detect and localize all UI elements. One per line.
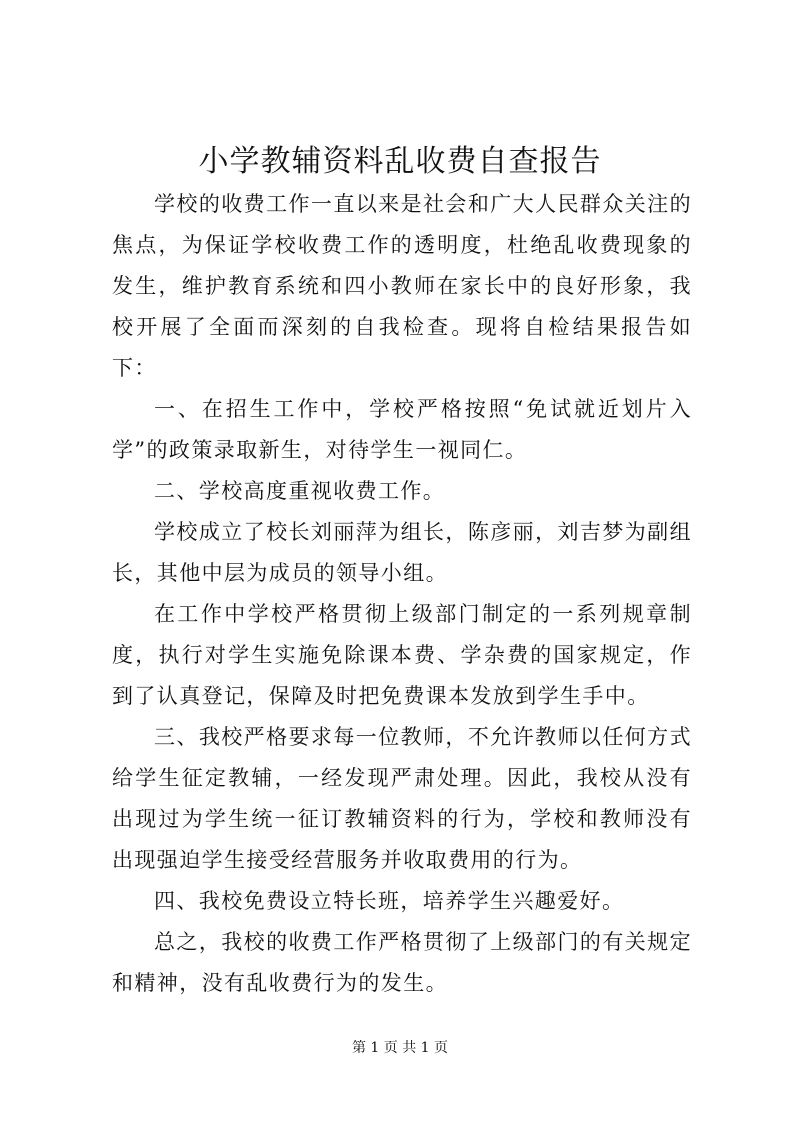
- page-footer: 第 1 页 共 1 页: [351, 1040, 449, 1056]
- paragraph-conclusion: 总之，我校的收费工作严格贯彻了上级部门的有关规定和精神，没有乱收费行为的发生。: [112, 930, 692, 995]
- paragraph-regulations: 在工作中学校严格贯彻上级部门制定的一系列规章制度，执行对学生实施免除课本费、学杂费的国家规定，作到了认真登记，保障及时把免费课本发放到学生手中。: [112, 602, 692, 708]
- paragraph-teacher-requirements: 三、我校严格要求每一位教师，不允许教师以任何方式给学生征定教辅，一经发现严肃处理。因此，我校从没有出现过为学生统一征订教辅资料的行为，学校和教师没有出现强迫学生接受经营服务并收取费用的行为。: [112, 725, 692, 872]
- document-body: [112, 184, 692, 1004]
- paragraph-leadership-group: 学校成立了校长刘丽萍为组长，陈彦丽，刘吉梦为副组长，其他中层为成员的领导小组。: [112, 520, 692, 585]
- paragraph-intro: 学校的收费工作一直以来是社会和广大人民群众关注的焦点，为保证学校收费工作的透明度，杜绝乱收费现象的发生，维护教育系统和四小教师在家长中的良好形象，我校开展了全面而深刻的自我检查。现将自检结果报告如下：: [112, 192, 692, 380]
- paragraph-special-classes: 四、我校免费设立特长班，培养学生兴趣爱好。: [154, 889, 625, 913]
- paragraph-enrollment: 一、在招生工作中，学校严格按照“免试就近划片入学”的政策录取新生，对待学生一视同仁。: [112, 397, 692, 462]
- paragraph-fees-heading: 二、学校高度重视收费工作。: [154, 479, 446, 503]
- document-title: 小学教辅资料乱收费自查报告: [198, 144, 602, 179]
